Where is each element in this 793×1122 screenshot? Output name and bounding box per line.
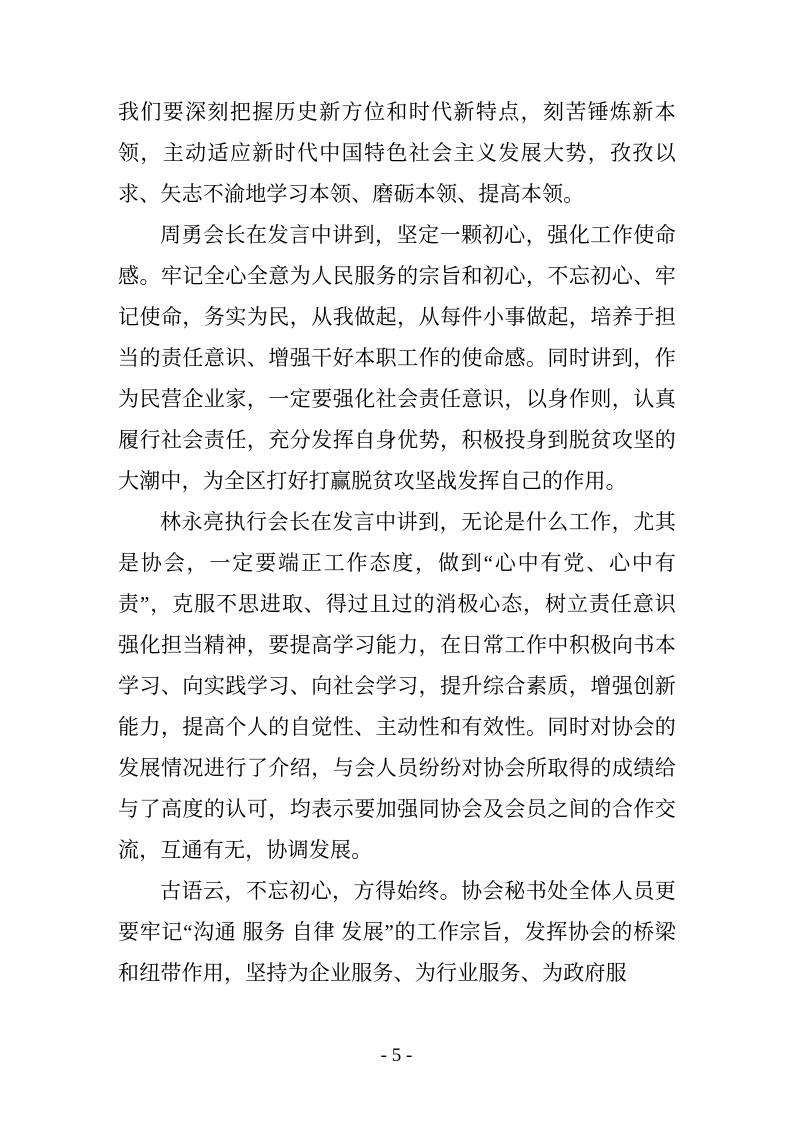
page-number: - 5 -: [380, 1045, 413, 1066]
document-body: [118, 92, 676, 994]
paragraph-continuation: 我们要深刻把握历史新方位和时代新特点，刻苦锤炼新本领，主动适应新时代中国特色社会主义发展大势，孜孜以求、矢志不渝地学习本领、磨砺本领、提高本领。: [118, 100, 676, 206]
paragraph-zhou-yong-speech: 周勇会长在发言中讲到，坚定一颗初心，强化工作使命感。牢记全心全意为人民服务的宗旨和初心，不忘初心、牢记使命，务实为民，从我做起，从每件小事做起，培养于担当的责任意识、增强干好本职工作的使命感。同时讲到，作为民营企业家，一定要强化社会责任意识，以身作则，认真履行社会责任，充分发挥自身优势，积极投身到脱贫攻坚的大潮中，为全区打好打赢脱贫攻坚战发挥自己的作用。: [118, 223, 676, 493]
paragraph-closing: 古语云，不忘初心，方得始终。协会秘书处全体人员更要牢记“沟通 服务 自律 发展”的工作宗旨，发挥协会的桥梁和纽带作用，坚持为企业服务、为行业服务、为政府服: [118, 879, 676, 985]
paragraph-lin-yongliang-speech: 林永亮执行会长在发言中讲到，无论是什么工作，尤其是协会，一定要端正工作态度，做到“心中有党、心中有责”，克服不思进取、得过且过的消极心态，树立责任意识强化担当精神，要提高学习能力，在日常工作中积极向书本学习、向实践学习、向社会学习，提升综合素质，增强创新能力，提高个人的自觉性、主动性和有效性。同时对协会的发展情况进行了介绍，与会人员纷纷对协会所取得的成绩给与了高度的认可，均表示要加强同协会及会员之间的合作交流，互通有无，协调发展。: [118, 510, 676, 862]
